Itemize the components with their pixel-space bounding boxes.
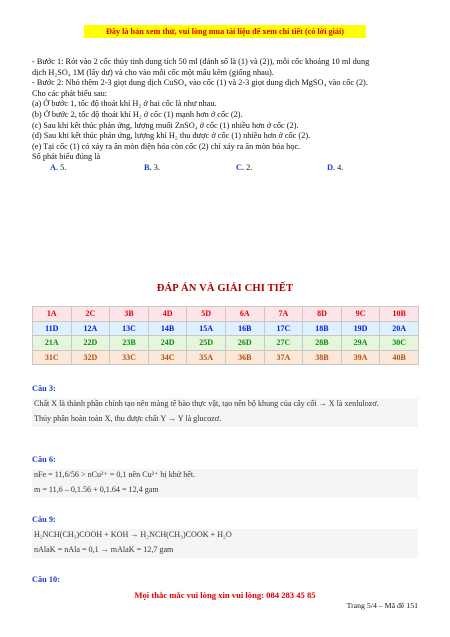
option-letter: B. (144, 163, 152, 172)
question-prompt: Số phát biểu đúng là (32, 152, 101, 162)
answers-heading: ĐÁP ÁN VÀ GIẢI CHI TIẾT (156, 283, 294, 294)
solution-line: H₂NCH(CH₃)COOH + KOH → H₂NCH(CH₃)COOK + H₂O (34, 530, 232, 539)
table-row (33, 350, 419, 365)
statement-e: (e) Tại cốc (1) có xảy ra ăn mòn điện hóa còn cốc (2) chỉ xảy ra ăn mòn hóa học. (32, 141, 301, 151)
solution-line: Chất X là thành phần chính tạo nên màng tế bào thực vật, tạo nên bộ khung của cây cối → X là xenlulozơ. (34, 399, 379, 408)
answer-cell: 25D (187, 336, 226, 351)
solution-box (32, 398, 418, 427)
answer-cell: 39A (341, 350, 380, 365)
answer-cell: 6A (225, 307, 264, 322)
answer-cell: 32D (71, 350, 110, 365)
answer-key-table (32, 306, 419, 365)
table-row (33, 321, 419, 336)
answer-cell: 27C (264, 336, 303, 351)
statement-b: (b) Ở bước 2, tốc độ thoát khí H₂ ở cốc (1) mạnh hơn ở cốc (2). (32, 110, 243, 119)
answer-cell: 30C (380, 336, 419, 351)
option-d (327, 163, 343, 174)
answer-cell: 14B (148, 321, 187, 336)
answer-cell: 8D (303, 307, 342, 322)
answer-cell: 1A (33, 307, 72, 322)
option-letter: D. (327, 163, 336, 172)
answer-cell: 16B (225, 321, 264, 336)
solution-line: m = 11,6 – 0,1.56 + 0,1.64 = 12,4 gam (34, 484, 159, 494)
solution-box (32, 529, 418, 558)
answer-cell: 33C (110, 350, 149, 365)
answer-cell: 7A (264, 307, 303, 322)
option-value: 2. (246, 163, 253, 172)
answer-cell: 13C (110, 321, 149, 336)
solution-label: Câu 10: (32, 575, 60, 584)
option-c (236, 163, 252, 174)
answer-cell: 22D (71, 336, 110, 351)
question-line-4: Cho các phát biểu sau: (32, 88, 108, 98)
answer-cell: 38B (303, 350, 342, 365)
question-line-1: - Bước 1: Rót vào 2 cốc thủy tinh dung tích 50 ml (đánh số là (1) và (2)), mỗi cốc khoảng 10 ml dung (32, 57, 370, 66)
option-value: 3. (153, 163, 160, 172)
option-value: 5. (60, 163, 67, 172)
option-letter: A. (50, 163, 59, 172)
answer-cell: 11D (33, 321, 72, 336)
answer-cell: 3B (110, 307, 149, 322)
statement-d: (d) Sau khi kết thúc phản ứng, lượng khí H₂ thu được ở cốc (1) nhiều hơn ở cốc (2). (32, 131, 311, 141)
table-row (33, 307, 419, 322)
statement-c: (c) Sau khi kết thúc phản ứng, lượng muối ZnSO₄ ở cốc (1) nhiều hơn ở cốc (2). (32, 120, 299, 130)
page-number: Trang 5/4 – Mã đề 151 (346, 601, 418, 610)
answer-cell: 19D (341, 321, 380, 336)
answer-cell: 20A (380, 321, 419, 336)
answer-cell: 17C (264, 321, 303, 336)
solution-line: nAlaK = nAla = 0,1 → mAlaK = 12,7 gam (34, 544, 174, 554)
answer-cell: 28B (303, 336, 342, 351)
question-line-2: dịch H₂SO₄ 1M (lấy dư) và cho vào mỗi cốc một mẩu kẽm (giống nhau). (32, 67, 274, 77)
answer-cell: 4D (148, 307, 187, 322)
answer-cell: 18B (303, 321, 342, 336)
question-line-3: - Bước 2: Nhỏ thêm 2-3 giọt dung dịch CuSO₄ vào cốc (1) và 2-3 giọt dung dịch MgSO₄ vào cốc (2). (32, 78, 368, 88)
solution-label: Câu 3: (32, 384, 56, 393)
option-letter: C. (236, 163, 245, 172)
answer-cell: 23B (110, 336, 149, 351)
answer-cell: 2C (71, 307, 110, 322)
answer-cell: 34C (148, 350, 187, 365)
answer-cell: 9C (341, 307, 380, 322)
answer-cell: 15A (187, 321, 226, 336)
solution-label: Câu 6: (32, 455, 56, 464)
answer-cell: 31C (33, 350, 72, 365)
answer-cell: 24D (148, 336, 187, 351)
statement-a: (a) Ở bước 1, tốc độ thoát khí H₂ ở hai cốc là như nhau. (32, 99, 217, 109)
answer-cell: 26D (225, 336, 264, 351)
contact-footer: Mọi thắc mắc vui lòng xin vui lòng: 084 283 45 85 (134, 590, 316, 600)
answer-cell: 5D (187, 307, 226, 322)
table-row (33, 336, 419, 351)
option-value: 4. (337, 163, 344, 172)
answer-cell: 12A (71, 321, 110, 336)
answer-cell: 21A (33, 336, 72, 351)
answer-cell: 29A (341, 336, 380, 351)
answer-cell: 37A (264, 350, 303, 365)
solution-line: Thủy phân hoàn toàn X, thu được chất Y → Y là glucozơ. (34, 413, 222, 423)
solution-box (32, 469, 418, 498)
answer-cell: 35A (187, 350, 226, 365)
option-a (50, 163, 66, 174)
solution-label: Câu 9: (32, 515, 56, 524)
preview-banner: Đây là bản xem thử, vui lòng mua tài liệu để xem chi tiết (có lời giải) (84, 25, 366, 38)
solution-line: nFe = 11,6/56 > nCu²⁺ = 0,1 nên Cu²⁺ bị khử hết. (34, 470, 196, 479)
answer-cell: 10B (380, 307, 419, 322)
option-b (144, 163, 160, 174)
answer-cell: 36B (225, 350, 264, 365)
answer-cell: 40B (380, 350, 419, 365)
